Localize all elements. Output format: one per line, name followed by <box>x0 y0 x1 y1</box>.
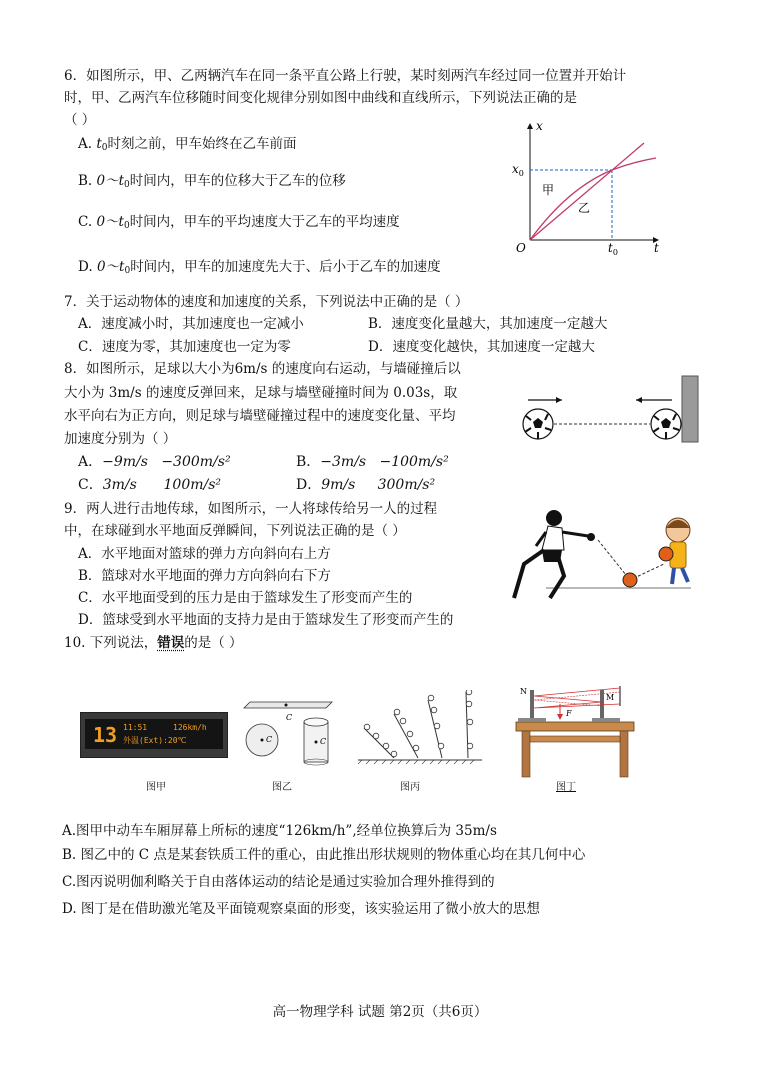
screen-big-number: 13 <box>93 723 118 747</box>
q6-answer-paren: （ ） <box>64 112 96 128</box>
graph-x0-label: $x_0$ <box>512 162 524 178</box>
screen-speed: 126km/h <box>173 723 207 732</box>
fig-yi-workpieces <box>242 696 342 766</box>
fig-ding-laser-mirror <box>508 678 644 780</box>
graph-t0-label: $t_0$ <box>608 241 618 256</box>
q9-bounce-pass-figure <box>506 506 706 606</box>
label-n: N <box>520 687 527 696</box>
caption-jia: 图甲 <box>146 782 166 793</box>
balls <box>364 690 473 757</box>
q10-stem-emphasis: 错误 <box>157 635 185 651</box>
q6-stem-line1: 6．如图所示，甲、乙两辆汽车在同一条平直公路上行驶，某时刻两汽车经过同一位置并开始计 <box>64 68 627 84</box>
q9-option-d: D．篮球受到水平地面的支持力是由于篮球发生了形变而产生的 <box>78 612 454 628</box>
q6-option-a: A. $t_0$时刻之前，甲车始终在乙车前面 <box>78 136 297 153</box>
label-m: M <box>606 693 615 702</box>
q10-option-a: A.图甲中动车车厢屏幕上所标的速度“126km/h”,经单位换算后为 35m/s <box>62 823 497 839</box>
caption-bing: 图丙 <box>400 782 420 793</box>
q8-stem-line2: 大小为 3m/s 的速度反弹回来，足球与墙壁碰撞时间为 0.03s，取 <box>64 385 458 401</box>
q10-option-b: B. 图乙中的 C 点是某套铁质工件的重心，由此推出形状规则的物体重心均在其几何中心 <box>62 847 586 863</box>
graph-x-label: t <box>654 241 659 255</box>
mirror-n <box>530 690 534 718</box>
table-top <box>516 722 634 731</box>
q7-option-a: A．速度减小时，其加速度也一定减小 <box>78 316 304 332</box>
screen-time: 11:51 <box>123 723 148 732</box>
q8-option-b: B．−3m/s −100m/s² <box>296 454 449 470</box>
caption-ding: 图丁 <box>556 782 576 793</box>
q10-stem: 10. 下列说法，错误的是（ ） <box>64 635 243 651</box>
q8-option-a: A．−9m/s −300m/s² <box>78 454 231 470</box>
caption-yi: 图乙 <box>272 782 292 793</box>
bar-plate <box>244 702 332 708</box>
receiver-kid-icon <box>659 518 690 584</box>
passer-person-icon <box>514 510 595 598</box>
q8-stem-line3: 水平向右为正方向，则足球与墙壁碰撞过程中的速度变化量、平均 <box>64 408 456 424</box>
screen-ext-temp: 外温(Ext):20℃ <box>123 736 187 745</box>
q9-option-a: A．水平地面对篮球的弹力方向斜向右上方 <box>78 546 331 562</box>
page-footer: 高一物理学科 试题 第2页（共6页） <box>272 1004 488 1020</box>
cylinder-center-label: C <box>320 737 327 746</box>
graph-origin-label: O <box>516 241 526 255</box>
fig-bing-inclined-planes <box>358 690 486 770</box>
q6-stem-line2: 时，甲、乙两汽车位移随时间变化规律分别如图中曲线和直线所示，下列说法正确的是 <box>64 90 577 106</box>
label-f: F <box>566 709 572 718</box>
q10-option-d: D. 图丁是在借助激光笔及平面镜观察桌面的形变，该实验运用了微小放大的思想 <box>62 901 540 917</box>
q6-option-b: B. $0\sim t_0$时间内，甲车的位移大于乙车的位移 <box>78 173 346 190</box>
q6-option-d: D. $0\sim t_0$时间内，甲车的加速度先大于、后小于乙车的加速度 <box>78 259 441 276</box>
graph-label-jia: 甲 <box>542 183 555 197</box>
q7-option-d: D．速度变化越快，其加速度一定越大 <box>368 339 595 355</box>
q8-stem-line4: 加速度分别为（ ） <box>64 431 177 447</box>
q8-football-wall-figure <box>518 372 704 444</box>
q10-option-c: C.图丙说明伽利略关于自由落体运动的结论是通过实验加合理外推得到的 <box>62 874 495 890</box>
q9-option-c: C．水平地面受到的压力是由于篮球发生了形变而产生的 <box>78 590 413 606</box>
football-left-icon <box>523 409 553 439</box>
q7-option-b: B．速度变化量越大，其加速度一定越大 <box>368 316 608 332</box>
basketball-icon <box>623 573 637 587</box>
q8-option-d: D．9m/s 300m/s² <box>296 477 436 493</box>
mirror-m <box>600 690 604 718</box>
q7-option-c: C．速度为零，其加速度也一定为零 <box>78 339 291 355</box>
q9-option-b: B．篮球对水平地面的弹力方向斜向右下方 <box>78 568 331 584</box>
q7-stem: 7．关于运动物体的速度和加速度的关系，下列说法中正确的是（ ） <box>64 294 469 310</box>
football-right-icon <box>651 409 681 439</box>
q9-stem-line2: 中，在球碰到水平地面反弹瞬间，下列说法正确的是（ ） <box>64 523 406 539</box>
plane-1 <box>364 728 394 758</box>
disk-center-label: C <box>266 735 273 744</box>
q9-stem-line1: 9．两人进行击地传球，如图所示，一人将球传给另一人的过程 <box>64 501 438 517</box>
graph-y-label: x <box>536 119 543 133</box>
fig-jia-screen <box>80 712 228 758</box>
q8-stem-line1: 8．如图所示，足球以大小为6m/s 的速度向右运动，与墙碰撞后以 <box>64 361 461 377</box>
graph-label-yi: 乙 <box>578 201 591 215</box>
wall <box>682 376 698 442</box>
q6-xt-graph <box>508 118 668 256</box>
q6-option-c: C. $0\sim t_0$时间内，甲车的平均速度大于乙车的平均速度 <box>78 214 400 231</box>
q8-option-c: C．3m/s 100m/s² <box>78 477 222 493</box>
bar-center-label: C <box>286 713 293 722</box>
